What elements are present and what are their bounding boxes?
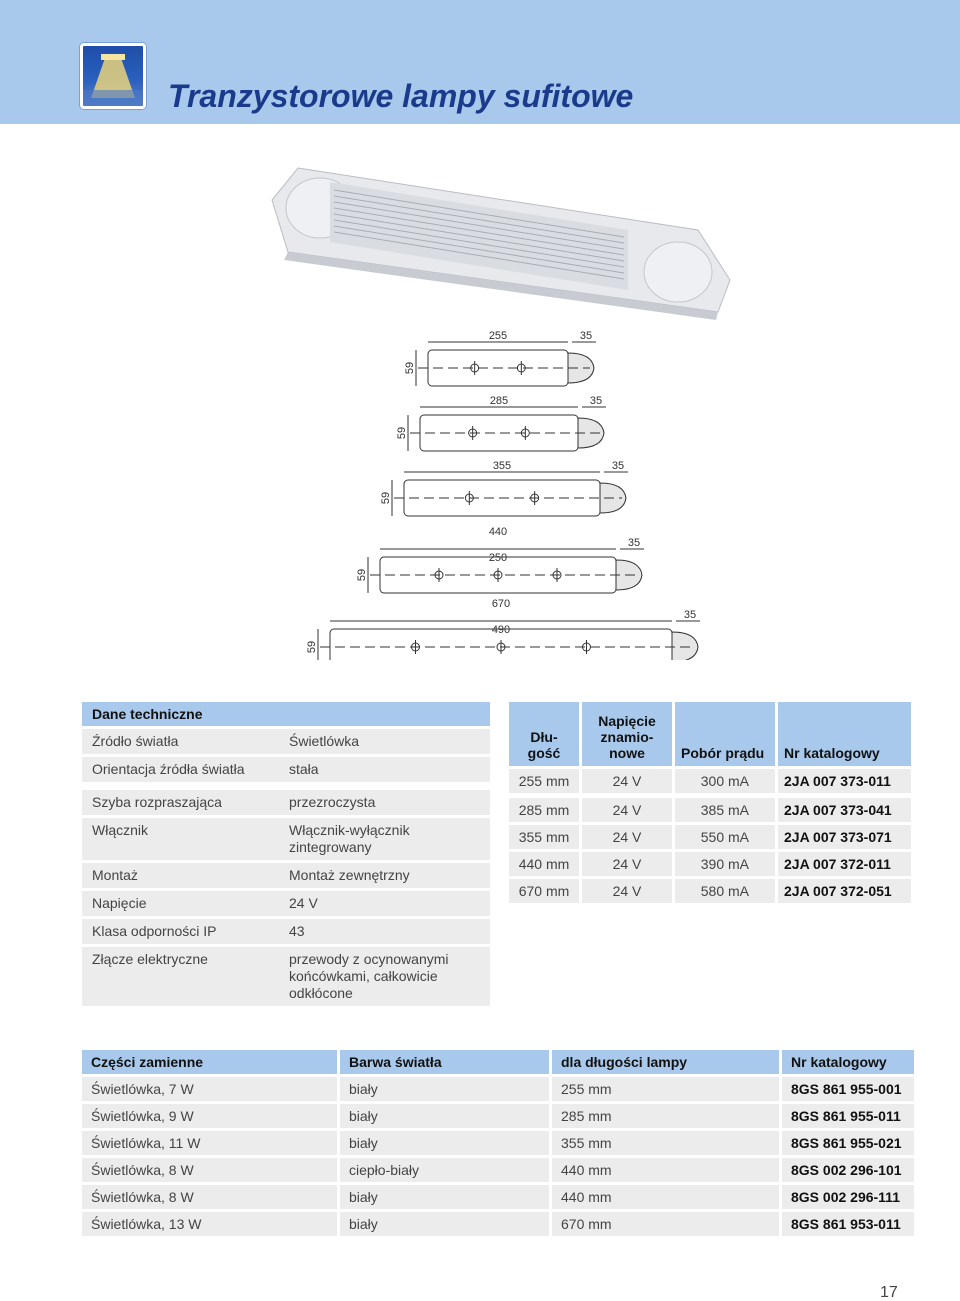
spare-cell: 8GS 002 296-111 bbox=[782, 1185, 914, 1209]
tech-key: Orientacja źródła światła bbox=[92, 761, 245, 777]
tech-value: 24 V bbox=[289, 895, 318, 911]
tech-key: Złącze elektryczne bbox=[92, 951, 208, 967]
tech-key: Klasa odporności IP bbox=[92, 923, 217, 939]
spare-cell: 255 mm bbox=[552, 1077, 779, 1101]
spare-header: dla długości lampy bbox=[552, 1050, 779, 1074]
tech-value: stała bbox=[289, 761, 319, 777]
tech-row bbox=[82, 790, 490, 815]
tech-key: Źródło światła bbox=[92, 733, 179, 749]
spare-cell: Świetlówka, 13 W bbox=[82, 1212, 337, 1236]
spare-cell: Świetlówka, 8 W bbox=[82, 1158, 337, 1182]
spare-cell: biały bbox=[340, 1131, 549, 1155]
cap-label: 35 bbox=[589, 395, 603, 407]
height-label: 59 bbox=[356, 568, 368, 582]
spare-cell: 440 mm bbox=[552, 1185, 779, 1209]
lamp-product-photo bbox=[268, 160, 738, 330]
cap-label: 35 bbox=[579, 330, 593, 342]
variant-row bbox=[509, 879, 911, 903]
spare-cell: biały bbox=[340, 1212, 549, 1236]
variant-cell: 385 mA bbox=[675, 798, 775, 822]
spare-cell: 8GS 861 955-021 bbox=[782, 1131, 914, 1155]
spare-row bbox=[82, 1185, 914, 1209]
tech-row bbox=[82, 919, 490, 944]
variant-row bbox=[509, 769, 911, 793]
spare-row bbox=[82, 1104, 914, 1128]
spare-cell: 285 mm bbox=[552, 1104, 779, 1128]
spare-header: Nr katalogowy bbox=[782, 1050, 914, 1074]
variant-cell: 24 V bbox=[582, 879, 672, 903]
height-label: 59 bbox=[306, 640, 318, 654]
variant-cell: 440 mm bbox=[509, 852, 579, 876]
spare-cell: 8GS 861 955-011 bbox=[782, 1104, 914, 1128]
spare-cell: Świetlówka, 9 W bbox=[82, 1104, 337, 1128]
variant-header: Dłu- gość bbox=[509, 702, 579, 766]
page-number: 17 bbox=[880, 1284, 898, 1301]
tech-row bbox=[82, 729, 490, 754]
tech-value: Montaż zewnętrzny bbox=[289, 867, 410, 883]
variant-cell: 24 V bbox=[582, 769, 672, 793]
variant-header: Nr katalogowy bbox=[778, 702, 911, 766]
dimension-drawings bbox=[300, 330, 720, 660]
tech-key: Szyba rozpraszająca bbox=[92, 794, 222, 810]
spare-row bbox=[82, 1131, 914, 1155]
spare-cell: biały bbox=[340, 1185, 549, 1209]
spare-row bbox=[82, 1077, 914, 1101]
length-label: 355 bbox=[492, 460, 512, 472]
variant-cell: 285 mm bbox=[509, 798, 579, 822]
variant-cell: 24 V bbox=[582, 825, 672, 849]
spare-row bbox=[82, 1212, 914, 1236]
variant-cell: 2JA 007 373-041 bbox=[778, 798, 911, 822]
spare-cell: 8GS 861 955-001 bbox=[782, 1077, 914, 1101]
variant-cell: 255 mm bbox=[509, 769, 579, 793]
spare-header: Części zamienne bbox=[82, 1050, 337, 1074]
height-label: 59 bbox=[380, 491, 392, 505]
variant-header: Napięcie znamio- nowe bbox=[582, 702, 672, 766]
tech-row bbox=[82, 818, 490, 860]
tech-data-table bbox=[82, 702, 490, 1009]
tech-row bbox=[82, 891, 490, 916]
variant-cell: 300 mA bbox=[675, 769, 775, 793]
hole-spacing-label: 490 bbox=[491, 624, 511, 636]
variant-row bbox=[509, 798, 911, 822]
length-label: 285 bbox=[489, 395, 509, 407]
height-label: 59 bbox=[404, 361, 416, 375]
cap-label: 35 bbox=[683, 609, 697, 621]
spare-cell: 355 mm bbox=[552, 1131, 779, 1155]
tech-value: przewody z ocynowanymi końcówkami, całkowicie odkłócone bbox=[289, 951, 449, 1001]
tech-value: 43 bbox=[289, 923, 305, 939]
tech-row bbox=[82, 757, 490, 782]
variant-cell: 2JA 007 372-011 bbox=[778, 852, 911, 876]
spare-cell: ciepło-biały bbox=[340, 1158, 549, 1182]
spare-cell: Świetlówka, 8 W bbox=[82, 1185, 337, 1209]
tech-value: przezroczysta bbox=[289, 794, 376, 810]
variant-cell: 2JA 007 372-051 bbox=[778, 879, 911, 903]
variant-row bbox=[509, 852, 911, 876]
spare-cell: Świetlówka, 11 W bbox=[82, 1131, 337, 1155]
variant-cell: 670 mm bbox=[509, 879, 579, 903]
spare-cell: 8GS 002 296-101 bbox=[782, 1158, 914, 1182]
variant-cell: 2JA 007 373-071 bbox=[778, 825, 911, 849]
hole-spacing-label: 250 bbox=[488, 552, 508, 564]
spare-cell: 670 mm bbox=[552, 1212, 779, 1236]
height-label: 59 bbox=[396, 426, 408, 440]
spare-header: Barwa światła bbox=[340, 1050, 549, 1074]
variant-row bbox=[509, 825, 911, 849]
variant-cell: 355 mm bbox=[509, 825, 579, 849]
spare-cell: 8GS 861 953-011 bbox=[782, 1212, 914, 1236]
tech-value: Świetlówka bbox=[289, 733, 360, 749]
spare-row bbox=[82, 1158, 914, 1182]
cap-label: 35 bbox=[627, 537, 641, 549]
lamp-logo-icon bbox=[80, 43, 146, 109]
spare-cell: biały bbox=[340, 1077, 549, 1101]
page-title: Tranzystorowe lampy sufitowe bbox=[168, 78, 634, 114]
cap-label: 35 bbox=[611, 460, 625, 472]
tech-data-header: Dane techniczne bbox=[82, 702, 490, 726]
variant-cell: 580 mA bbox=[675, 879, 775, 903]
tech-row bbox=[82, 863, 490, 888]
length-label: 670 bbox=[491, 598, 511, 610]
length-label: 440 bbox=[488, 526, 508, 538]
variant-header: Pobór prądu bbox=[675, 702, 775, 766]
spare-cell: biały bbox=[340, 1104, 549, 1128]
variant-cell: 390 mA bbox=[675, 852, 775, 876]
tech-row bbox=[82, 947, 490, 1006]
variant-cell: 2JA 007 373-011 bbox=[778, 769, 911, 793]
variants-table bbox=[509, 702, 911, 903]
tech-key: Montaż bbox=[92, 867, 138, 883]
tech-key: Włącznik bbox=[92, 822, 149, 838]
variant-cell: 24 V bbox=[582, 798, 672, 822]
variant-cell: 24 V bbox=[582, 852, 672, 876]
spare-cell: Świetlówka, 7 W bbox=[82, 1077, 337, 1101]
tech-value: Włącznik-wyłącznik zintegrowany bbox=[289, 822, 410, 855]
lamp-cap bbox=[672, 632, 698, 660]
variant-cell: 550 mA bbox=[675, 825, 775, 849]
spare-parts-table bbox=[82, 1050, 914, 1239]
spare-cell: 440 mm bbox=[552, 1158, 779, 1182]
tech-key: Napięcie bbox=[92, 895, 147, 911]
length-label: 255 bbox=[488, 330, 508, 342]
